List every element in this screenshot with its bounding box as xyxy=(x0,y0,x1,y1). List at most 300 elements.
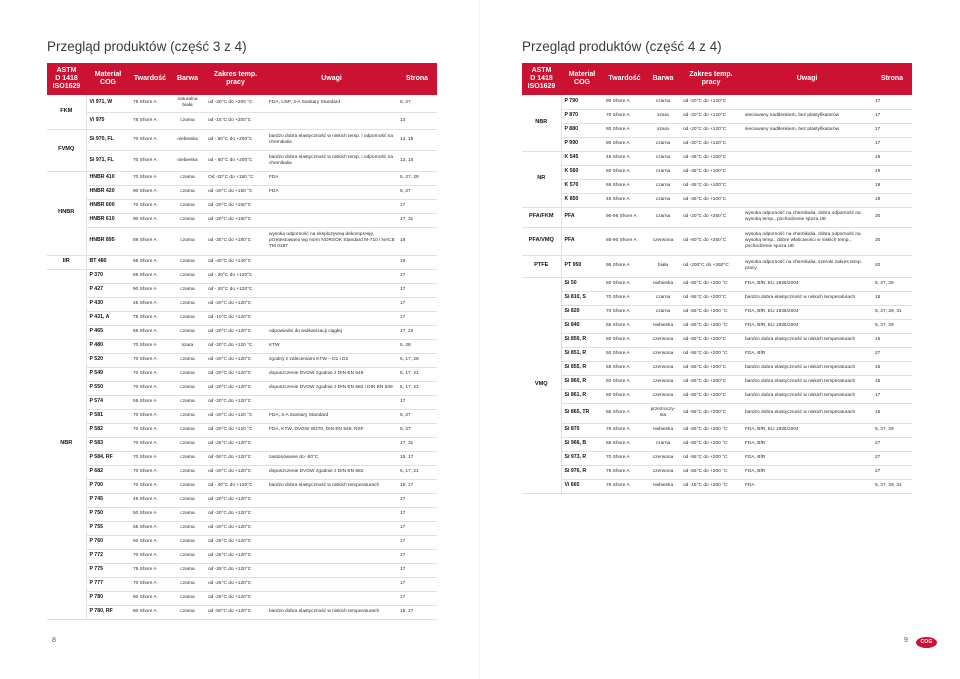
temp-range-cell: od -45°C do +100°C xyxy=(680,151,742,165)
page-ref-cell: 18 xyxy=(397,227,437,255)
table-row xyxy=(522,179,912,193)
hardness-cell: 70 Shore A xyxy=(130,577,170,591)
group-label: VMQ xyxy=(522,277,561,493)
page-ref-cell: 5, 17, 21 xyxy=(397,367,437,381)
notes-cell: FDA, 3-A Sanitary Standard xyxy=(266,409,397,423)
temp-range-cell: od -200°C do +260°C xyxy=(680,255,742,277)
color-cell: czarna xyxy=(170,367,205,381)
color-cell: czarna xyxy=(646,291,680,305)
hardness-cell: 50 Shore A xyxy=(603,277,646,291)
hardness-cell: 70 Shore A xyxy=(130,199,170,213)
page-ref-cell: 5, 27 xyxy=(397,409,437,423)
header-temp-range xyxy=(680,63,742,95)
temp-range-cell: od -25°C do +120°C xyxy=(205,437,266,451)
material-cell: Si 840 xyxy=(561,319,603,333)
header-line: Materiał xyxy=(94,71,122,78)
header-line: Strona xyxy=(880,75,904,82)
color-cell: czarna xyxy=(170,297,205,311)
hardness-cell: 70 Shore A xyxy=(130,549,170,563)
table-row xyxy=(47,409,437,423)
material-cell: Vi 665 xyxy=(561,479,603,493)
hardness-cell: 60 Shore A xyxy=(130,535,170,549)
notes-cell: bardzo dobra elastyczność w niskich temperaturach xyxy=(742,389,872,403)
page-ref-cell: 17 xyxy=(397,311,437,325)
table-row xyxy=(522,333,912,347)
hardness-cell: 65 Shore A xyxy=(603,403,646,423)
table-row xyxy=(47,353,437,367)
page-title: Przegląd produktów (część 3 z 4) xyxy=(47,39,247,54)
header-line: Zakres temp. xyxy=(213,71,258,78)
color-cell: czerwona xyxy=(646,375,680,389)
hardness-cell: 65 Shore A xyxy=(130,255,170,269)
color-cell: czarna xyxy=(170,381,205,395)
notes-cell xyxy=(266,563,397,577)
group-label: PTFE xyxy=(522,255,561,277)
notes-cell xyxy=(742,137,872,151)
color-cell: czerwona xyxy=(646,361,680,375)
product-table xyxy=(47,63,437,620)
hardness-cell: 45 Shore A xyxy=(603,151,646,165)
group-label: FVMQ xyxy=(47,129,86,171)
color-cell: czarna xyxy=(170,255,205,269)
table-row xyxy=(47,311,437,325)
header-notes xyxy=(266,63,397,95)
table-row xyxy=(47,577,437,591)
notes-cell xyxy=(742,193,872,207)
notes-cell: bardzo dobra elastyczność w niskich temperaturach xyxy=(742,375,872,389)
notes-cell: odpowiedni do wulkanizacji ciągłej xyxy=(266,325,397,339)
notes-cell xyxy=(266,199,397,213)
header-line: ISO1629 xyxy=(527,83,556,90)
hardness-cell: 85 Shore A xyxy=(130,269,170,283)
material-cell: P 775 xyxy=(86,563,130,577)
hardness-cell: 70 Shore A xyxy=(130,353,170,367)
material-cell: P 370 xyxy=(86,269,130,283)
material-cell: PFA xyxy=(561,207,603,227)
color-cell: czarna xyxy=(170,311,205,325)
page-ref-cell: 5, 27 xyxy=(397,185,437,199)
table-row xyxy=(47,451,437,465)
table-row xyxy=(47,129,437,150)
temp-range-cell: od -15°C do +200 °C xyxy=(680,479,742,493)
material-cell: P 777 xyxy=(86,577,130,591)
header-line: pracy xyxy=(226,79,245,86)
table-row xyxy=(47,325,437,339)
material-cell: Si 820 xyxy=(561,305,603,319)
color-cell: czarna xyxy=(646,179,680,193)
page-ref-cell: 19 xyxy=(397,255,437,269)
page-ref-cell: 17, 22 xyxy=(397,325,437,339)
table-row xyxy=(47,367,437,381)
page-ref-cell: 19 xyxy=(872,179,912,193)
page-ref-cell: 17 xyxy=(397,549,437,563)
table-row xyxy=(522,479,912,493)
header-line: Uwagi xyxy=(796,75,818,82)
hardness-cell: 50 Shore A xyxy=(603,333,646,347)
hardness-cell: 55 Shore A xyxy=(130,395,170,409)
notes-cell: bardzo dobra elastyczność w niskich temp. i odporność na chemikalia xyxy=(266,129,397,150)
temp-range-cell: od -55°C do +200°C xyxy=(680,361,742,375)
hardness-cell: 90 Shore A xyxy=(130,283,170,297)
header-line: pracy xyxy=(701,79,721,86)
header-hardness xyxy=(603,63,646,95)
material-cell: P 780 xyxy=(86,591,130,605)
table-row xyxy=(47,521,437,535)
hardness-cell: 70 Shore A xyxy=(130,171,170,185)
table-row xyxy=(522,423,912,437)
color-cell: szara xyxy=(170,339,205,353)
temp-range-cell: od -55°C do +200°C xyxy=(680,403,742,423)
hardness-cell: 45 Shore A xyxy=(603,193,646,207)
hardness-cell: 75 Shore A xyxy=(130,112,170,129)
color-cell: czarna xyxy=(170,577,205,591)
color-cell: biała xyxy=(646,255,680,277)
color-cell: niebieska xyxy=(170,150,205,171)
color-cell: czarna xyxy=(170,423,205,437)
page-ref-cell: 17 xyxy=(397,395,437,409)
temp-range-cell: od -25°C do +120°C xyxy=(205,535,266,549)
color-cell: czarna xyxy=(170,493,205,507)
color-cell: czarna xyxy=(170,507,205,521)
temp-range-cell: od -20°C do +120°C xyxy=(680,109,742,123)
page-ref-cell: 5, 27, 29 xyxy=(397,171,437,185)
temp-range-cell: od -45°C do +100°C xyxy=(680,165,742,179)
page-ref-cell: 16 xyxy=(872,291,912,305)
hardness-cell: 60 Shore A xyxy=(603,165,646,179)
material-cell: P 750 xyxy=(86,507,130,521)
table-row xyxy=(522,95,912,109)
header-line: D 1418 xyxy=(530,75,553,82)
page-ref-cell: 17 xyxy=(397,535,437,549)
notes-cell: FDA, BfR, EU 1935/2004 xyxy=(742,305,872,319)
temp-range-cell: od -55°C do +200 °C xyxy=(680,347,742,361)
color-cell: czarna xyxy=(170,437,205,451)
page-ref-cell: 19 xyxy=(872,165,912,179)
table-row xyxy=(47,213,437,227)
hardness-cell: 89 Shore A xyxy=(130,227,170,255)
hardness-cell: 55 Shore A xyxy=(130,521,170,535)
header-temp-range xyxy=(205,63,266,95)
color-cell: czarna xyxy=(170,479,205,493)
page-ref-cell: 5, 27 xyxy=(397,423,437,437)
hardness-cell: 85-90 Shore A xyxy=(603,227,646,255)
color-cell: czarna xyxy=(170,353,205,367)
page-ref-cell: 17 xyxy=(397,199,437,213)
temp-range-cell: od -50°C do +120°C xyxy=(205,605,266,619)
material-cell: P 480 xyxy=(86,339,130,353)
material-cell: Si 860, R xyxy=(561,375,603,389)
table-row xyxy=(522,389,912,403)
color-cell: czarna xyxy=(646,151,680,165)
temp-range-cell: od -55°C do +200 °C xyxy=(680,277,742,291)
hardness-cell: 70 Shore A xyxy=(130,409,170,423)
header-line: D 1418 xyxy=(55,75,78,82)
header-astm xyxy=(522,63,561,95)
table-row xyxy=(47,297,437,311)
temp-range-cell: od -15°C do +200°C xyxy=(205,112,266,129)
notes-cell: FDA, BfR xyxy=(742,451,872,465)
color-cell: niebieska xyxy=(646,277,680,291)
color-cell: czarna xyxy=(170,213,205,227)
notes-cell: dopuszczenie DVGW zgodnie z DIN EN 682 xyxy=(266,465,397,479)
notes-cell: FDA, BfR xyxy=(742,437,872,451)
hardness-cell: 75 Shore A xyxy=(130,311,170,325)
notes-cell xyxy=(266,549,397,563)
page-ref-cell: 17, 31 xyxy=(397,213,437,227)
notes-cell: sieciowany nadtlenkiem, bez plastyfikatorów xyxy=(742,123,872,137)
page-ref-cell: 17 xyxy=(872,109,912,123)
table-row xyxy=(47,171,437,185)
header-hardness xyxy=(130,63,170,95)
material-cell: Si 50 xyxy=(561,277,603,291)
hardness-cell: 90-95 Shore A xyxy=(603,207,646,227)
notes-cell xyxy=(266,112,397,129)
table-row xyxy=(522,465,912,479)
material-cell: Si 861, R xyxy=(561,389,603,403)
color-cell: czarna xyxy=(170,199,205,213)
material-cell: Si 851, R xyxy=(561,347,603,361)
table-row xyxy=(47,395,437,409)
temp-range-cell: od -55°C do +200°C xyxy=(680,375,742,389)
page-ref-cell: 27 xyxy=(872,451,912,465)
notes-cell: bardzo dobra elastyczność w niskich temperaturach xyxy=(742,403,872,423)
table-row xyxy=(47,605,437,619)
temp-range-cell: od -20°C do +120 °C xyxy=(205,409,266,423)
temp-range-cell: od -20°C do +150 °C xyxy=(205,185,266,199)
table-row xyxy=(522,375,912,389)
group-label: PFA/VMQ xyxy=(522,227,561,255)
page-ref-cell: 17 xyxy=(397,507,437,521)
notes-cell: dopuszczenie DVGW zgodnie z DIN EN 682 i DIN EN 549 xyxy=(266,381,397,395)
table-row xyxy=(522,137,912,151)
header-line: Strona xyxy=(405,75,429,82)
table-row xyxy=(47,339,437,353)
temp-range-cell: od - 20°C do +120°C xyxy=(205,269,266,283)
material-cell: P 745 xyxy=(86,493,130,507)
table-row xyxy=(522,403,912,423)
hardness-cell: 70 Shore A xyxy=(130,339,170,353)
hardness-cell: 70 Shore A xyxy=(130,437,170,451)
table-row xyxy=(522,165,912,179)
page-ref-cell: 16 xyxy=(872,333,912,347)
material-cell: K 560 xyxy=(561,165,603,179)
material-cell: K 545 xyxy=(561,151,603,165)
temp-range-cell: od - 60°C do +200°C xyxy=(205,150,266,171)
hardness-cell: 75 Shore A xyxy=(603,465,646,479)
hardness-cell: 90 Shore A xyxy=(130,185,170,199)
temp-range-cell: od -20°C do +120°C xyxy=(205,521,266,535)
material-cell: P 520 xyxy=(86,353,130,367)
color-cell: niebieska xyxy=(646,479,680,493)
header-material xyxy=(86,63,130,95)
hardness-cell: 75 Shore A xyxy=(130,563,170,577)
page-right xyxy=(480,0,960,679)
temp-range-cell: od -25°C do +120°C xyxy=(205,591,266,605)
material-cell: BT 480 xyxy=(86,255,130,269)
page-ref-cell: 27 xyxy=(872,465,912,479)
material-cell: Si 865, TR xyxy=(561,403,603,423)
color-cell: czarna xyxy=(646,305,680,319)
hardness-cell: 60 Shore A xyxy=(603,375,646,389)
notes-cell xyxy=(266,577,397,591)
group-label: NBR xyxy=(47,269,86,619)
header-line: Twardość xyxy=(133,75,167,82)
notes-cell: wysoka odporność na chemikalia, dobra odporność na wysoką temp., dobre właściwości w niskich temp., pochodzenie spoza UE xyxy=(742,227,872,255)
page-ref-cell: 16 xyxy=(872,375,912,389)
material-cell: P 431, A xyxy=(86,311,130,325)
material-cell: K 570 xyxy=(561,179,603,193)
color-cell: czarna xyxy=(170,227,205,255)
page-ref-cell: 17 xyxy=(397,283,437,297)
page-ref-cell: 17 xyxy=(397,521,437,535)
hardness-cell: 65 Shore A xyxy=(130,325,170,339)
notes-cell xyxy=(742,95,872,109)
hardness-cell: 90 Shore A xyxy=(130,213,170,227)
table-row xyxy=(47,535,437,549)
color-cell: czarna xyxy=(646,95,680,109)
material-cell: HNBR 610 xyxy=(86,213,130,227)
notes-cell: sieciowany nadtlenkiem, bez plastyfikatorów xyxy=(742,109,872,123)
notes-cell: FDA, BfR, EU 1935/2004 xyxy=(742,423,872,437)
material-cell: HNBR 895 xyxy=(86,227,130,255)
notes-cell xyxy=(266,437,397,451)
hardness-cell: 70 Shore A xyxy=(130,367,170,381)
header-line: Uwagi xyxy=(321,75,342,82)
color-cell: czarna xyxy=(170,409,205,423)
color-cell: czarna xyxy=(646,437,680,451)
hardness-cell: 50 Shore A xyxy=(603,347,646,361)
material-cell: K 850 xyxy=(561,193,603,207)
notes-cell: FDA xyxy=(266,185,397,199)
color-cell: czarna xyxy=(170,591,205,605)
material-cell: HNBR 410 xyxy=(86,171,130,185)
material-cell: P 581 xyxy=(86,409,130,423)
page-ref-cell: 19 xyxy=(872,151,912,165)
notes-cell: FDA, BfR xyxy=(742,465,872,479)
color-cell: szara xyxy=(646,109,680,123)
page-ref-cell: 5, 27, 29 xyxy=(872,423,912,437)
material-cell: P 682 xyxy=(86,465,130,479)
header-line: COG xyxy=(574,79,590,86)
table-row xyxy=(47,269,437,283)
hardness-cell: 70 Shore A xyxy=(130,479,170,493)
temp-range-cell: od -20°C do +120°C xyxy=(205,465,266,479)
material-cell: P 870 xyxy=(561,109,603,123)
hardness-cell: 70 Shore A xyxy=(130,423,170,437)
table-header-row xyxy=(47,63,437,95)
table-row xyxy=(47,150,437,171)
temp-range-cell: od -20°C do +120°C xyxy=(680,123,742,137)
notes-cell: bardzo dobra elastyczność w niskich temperaturach xyxy=(266,479,397,493)
table-row xyxy=(47,283,437,297)
notes-cell xyxy=(742,151,872,165)
hardness-cell: 45 Shore A xyxy=(130,297,170,311)
page-ref-cell: 17 xyxy=(397,493,437,507)
material-cell: P 550 xyxy=(86,381,130,395)
notes-cell: FDA, BfR, EU 1935/2004 xyxy=(742,319,872,333)
hardness-cell: 70 Shore A xyxy=(130,129,170,150)
notes-cell xyxy=(266,507,397,521)
material-cell: P 760 xyxy=(86,535,130,549)
temp-range-cell: od - 60°C do +200°C xyxy=(205,129,266,150)
temp-range-cell: od -45°C do +100°C xyxy=(680,179,742,193)
table-row xyxy=(522,291,912,305)
material-cell: P 880 xyxy=(561,123,603,137)
page-ref-cell: 17 xyxy=(872,95,912,109)
temp-range-cell: od -20°C do +120°C xyxy=(205,353,266,367)
temp-range-cell: od -25°C do +120°C xyxy=(205,563,266,577)
notes-cell: wysoka odporność na eksplozywną dekompresję, przetestowano wg norm NORSOK Standard M-710 i NACE TM 0187 xyxy=(266,227,397,255)
notes-cell: FDA xyxy=(266,171,397,185)
page-ref-cell: 27 xyxy=(872,347,912,361)
material-cell: Si 870 xyxy=(561,423,603,437)
color-cell: czerwona xyxy=(646,451,680,465)
product-table xyxy=(522,63,912,494)
material-cell: P 780, RF xyxy=(86,605,130,619)
page-ref-cell: 13, 15 xyxy=(397,150,437,171)
page-ref-cell: 5, 17, 21 xyxy=(397,465,437,479)
notes-cell: KTW xyxy=(266,339,397,353)
color-cell: czerwona xyxy=(646,333,680,347)
material-cell: P 574 xyxy=(86,395,130,409)
group-label: PFA/FKM xyxy=(522,207,561,227)
page-ref-cell: 5, 27 xyxy=(397,95,437,112)
color-cell: czarna xyxy=(170,451,205,465)
page-ref-cell: 16 xyxy=(872,403,912,423)
notes-cell: bardzo dobra elastyczność w niskich temperaturach xyxy=(742,361,872,375)
group-label: NR xyxy=(522,151,561,207)
hardness-cell: 90 Shore A xyxy=(603,95,646,109)
header-line: Twardość xyxy=(608,75,641,82)
color-cell: czarna xyxy=(170,563,205,577)
hardness-cell: 55 Shore A xyxy=(603,361,646,375)
temp-range-cell: od -20°C do +120°C xyxy=(205,297,266,311)
table-row xyxy=(47,479,437,493)
temp-range-cell: od -25°C do +120°C xyxy=(205,549,266,563)
table-row xyxy=(47,493,437,507)
color-cell: czarna xyxy=(170,395,205,409)
material-cell: P 790 xyxy=(561,95,603,109)
page-ref-cell: 5, 17, 28 xyxy=(397,353,437,367)
table-row xyxy=(522,347,912,361)
page-ref-cell: 17 xyxy=(397,577,437,591)
notes-cell xyxy=(266,395,397,409)
notes-cell: FDA, USP, 3-A Sanitary Standard xyxy=(266,95,397,112)
color-cell: czarna xyxy=(170,269,205,283)
table-row xyxy=(47,199,437,213)
page-ref-cell: 20 xyxy=(872,207,912,227)
notes-cell: zastosowanie do -50°C xyxy=(266,451,397,465)
temp-range-cell: od -20°C do +120 °C xyxy=(205,423,266,437)
page-ref-cell: 17 xyxy=(397,297,437,311)
table-row xyxy=(522,207,912,227)
notes-cell: FDA, BfR xyxy=(742,347,872,361)
table-container xyxy=(47,63,437,620)
notes-cell: bardzo dobra elastyczność w niskich temperaturach xyxy=(266,605,397,619)
material-cell: PT 950 xyxy=(561,255,603,277)
material-cell: Si 855, R xyxy=(561,361,603,375)
notes-cell xyxy=(742,165,872,179)
temp-range-cell: od -20°C do +120 °C xyxy=(205,339,266,353)
table-row xyxy=(47,423,437,437)
page-ref-cell: 20 xyxy=(872,227,912,255)
table-row xyxy=(47,112,437,129)
table-row xyxy=(522,255,912,277)
page-ref-cell: 17 xyxy=(872,137,912,151)
material-cell: P 582 xyxy=(86,423,130,437)
temp-range-cell: od -55°C do +200 °C xyxy=(680,451,742,465)
material-cell: HNBR 600 xyxy=(86,199,130,213)
